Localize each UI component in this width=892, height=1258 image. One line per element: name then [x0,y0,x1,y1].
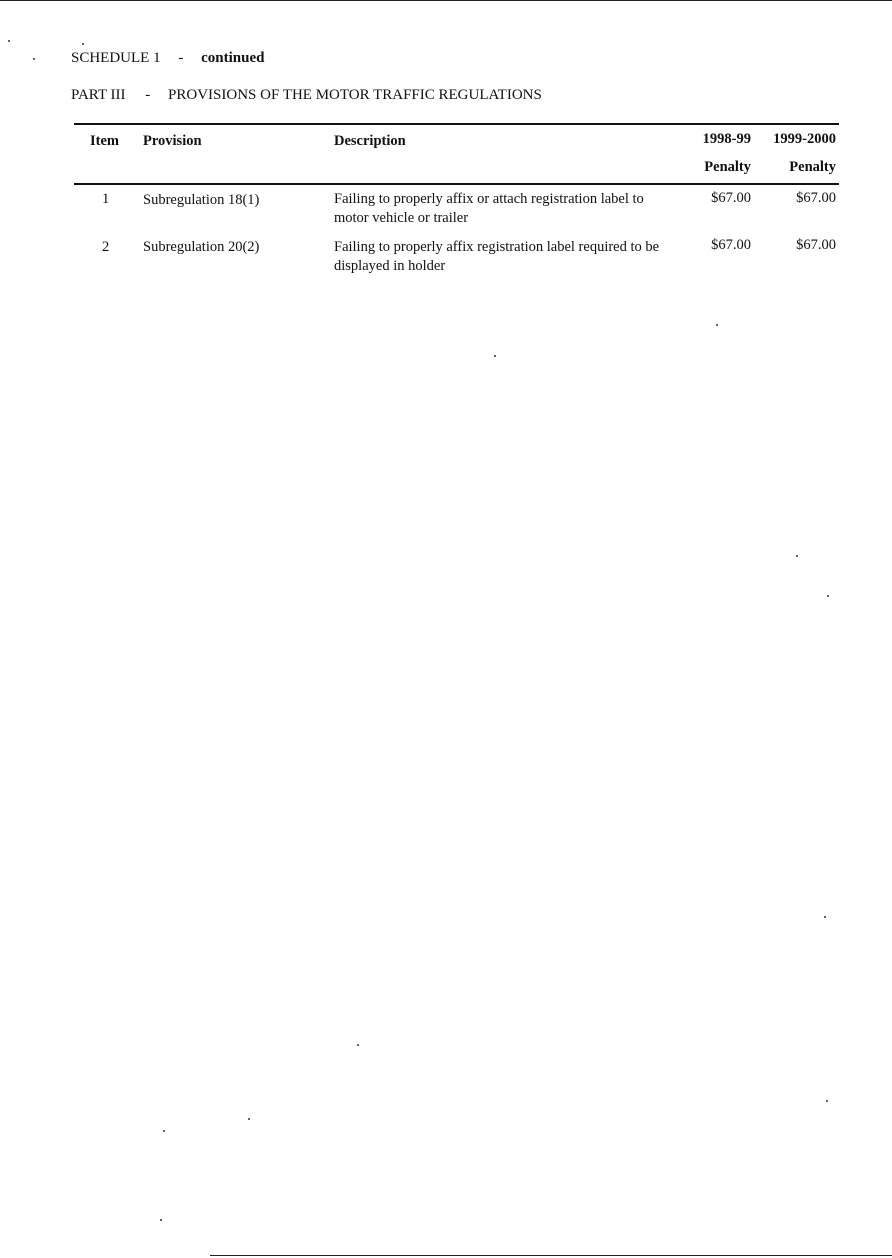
header-item: Item [90,133,119,149]
row-item: 1 [102,191,110,207]
scan-speck [796,555,798,557]
row-description: Failing to properly affix or attach registration label to motor vehicle or trailer [334,191,644,226]
bottom-border-line [210,1255,892,1256]
part-label: PART III [71,87,126,103]
part-title: PROVISIONS OF THE MOTOR TRAFFIC REGULATIONS [168,87,542,103]
row-provision: Subregulation 20(2) [143,239,260,255]
schedule-title: SCHEDULE 1 [71,50,161,66]
table-top-rule [74,123,839,125]
row-penalty-1999-2000: $67.00 [796,237,836,253]
scan-speck [827,595,829,597]
header-penalty-2: Penalty [789,159,836,175]
scan-speck [8,40,10,42]
row-penalty-1998-99: $67.00 [711,190,751,206]
part-heading [71,87,542,104]
schedule-heading [71,50,264,67]
scan-speck [826,1100,828,1102]
table-header-rule [74,183,839,185]
row-penalty-1999-2000: $67.00 [796,190,836,206]
scan-speck [494,355,496,357]
top-border-line [0,0,892,1]
scan-speck [163,1130,165,1132]
header-penalty-1: Penalty [704,159,751,175]
scan-speck [716,324,718,326]
header-provision: Provision [143,133,202,149]
scan-speck [357,1044,359,1046]
header-year-1999-2000: 1999-2000 [773,131,836,147]
header-description: Description [334,133,406,149]
scan-speck [248,1118,250,1120]
row-description: Failing to properly affix registration label required to be displayed in holder [334,239,660,274]
schedule-separator: - [178,50,184,66]
row-item: 2 [102,239,110,255]
scan-speck [33,58,35,60]
scan-speck [160,1219,162,1221]
scan-speck [824,916,826,918]
header-year-1998-99: 1998-99 [702,131,751,147]
part-separator: - [145,87,151,103]
scan-speck [82,43,84,45]
row-provision: Subregulation 18(1) [143,192,260,208]
row-penalty-1998-99: $67.00 [711,237,751,253]
schedule-continued: continued [201,50,265,66]
